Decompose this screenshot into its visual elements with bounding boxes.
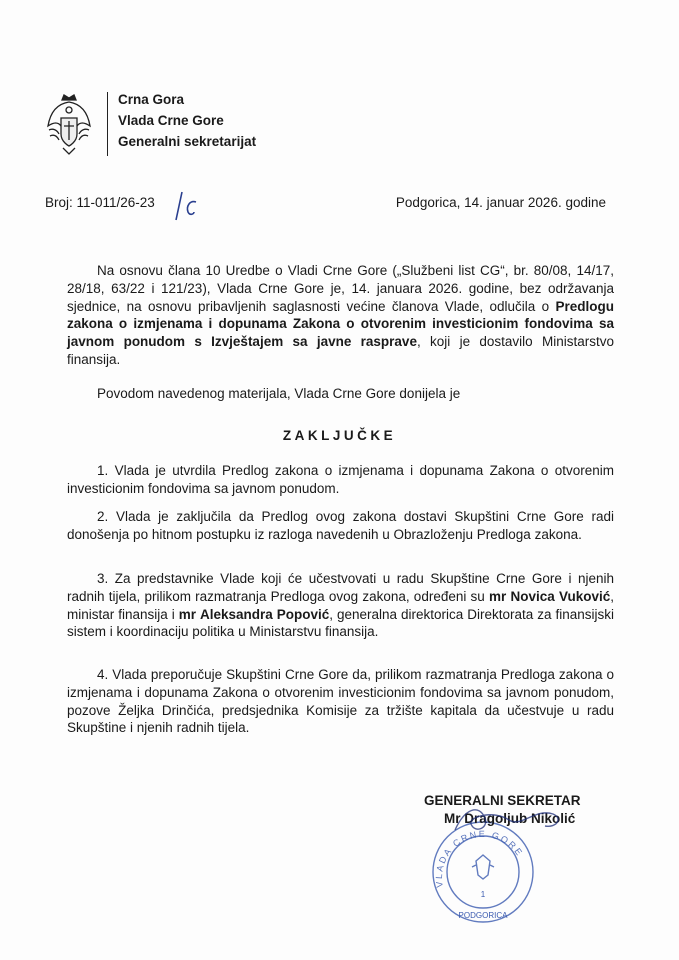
handwritten-mark-icon [172,190,202,222]
document-number: Broj: 11-011/26-23 [45,195,155,210]
signatory-name: Mr Dragoljub Nikolić [444,811,576,826]
handwritten-signature [445,800,575,840]
header-country: Crna Gora [118,92,185,107]
intro-paragraph: Na osnovu člana 10 Uredbe o Vladi Crne Gore („Službeni list CG“, br. 80/08, 14/17, 28/18, 63/22 i 121/23), Vlada Crne Gore je, 14. januara 2026. godine, bez održavanja sjednice, na osnovu pribavljenih saglasnosti većine članova Vlade, odlučila o Predlogu zakona o izmjenama i dopunama Zakona o otvorenim investicionim fondovima sa javnom ponudom s Izvještajem sa javne rasprave, koji je dostavilo Ministarstvo finansija. [67,263,614,367]
header-secretariat: Generalni sekretarijat [118,134,257,149]
stamp-city: PODGORICA [458,911,508,920]
document-date: Podgorica, 14. januar 2026. godine [395,195,606,210]
conclusion-item-1: 1. Vlada je utvrdila Predlog zakona o izmjenama i dopunama Zakona o otvorenim investicionim fondovima sa javnom ponudom. [67,463,614,496]
conclusions-title: ZAKLJUČKE [282,428,397,443]
proposal-title: Predlogu zakona o izmjenama i dopunama Zakona o otvorenim investicionim fondovima sa javnom ponudom s Izvještajem sa javne rasprave [67,298,614,350]
conclusion-item-2: 2. Vlada je zaključila da Predlog ovog zakona dostavi Skupštini Crne Gore radi donošenja po hitnom postupku iz razloga navedenih u Obrazloženju Predloga zakona. [67,509,614,542]
representative-name-2: Aleksandra Popović [199,606,330,622]
header-divider [107,92,108,156]
header-government: Vlada Crne Gore [118,113,224,128]
decision-intro: Povodom navedenog materijala, Vlada Crne Gore donijela je [97,386,461,401]
representative-name-1: Novica Vuković [510,588,611,604]
signatory-title: GENERALNI SEKRETAR [424,793,581,808]
coat-of-arms-icon [44,92,94,158]
conclusion-item-3: 3. Za predstavnike Vlade koji će učestvovati u radu Skupštine Crne Gore i njenih radnih tijela, prilikom razmatranja Predloga ovog zakona, određeni su mr Novica Vuković, ministar finansija i mr Aleksandra Popović, generalna direktorica Direktorata za finansijski sistem i koordinaciju politika u Ministarstvu finansija. [67,571,614,640]
stamp-text: VLADA CRNE GORE [433,828,526,889]
conclusion-item-4: 4. Vlada preporučuje Skupštini Crne Gore da, prilikom razmatranja Predloga zakona o izmjenama i dopunama Zakona o otvorenim investicionim fondovima sa javnom ponudom, pozove Željka Drinčića, predsjednika Komisije za tržište kapitala da učestvuje u radu Skupštine i njenih radnih tijela. [67,667,614,736]
stamp-number: 1 [480,890,486,899]
